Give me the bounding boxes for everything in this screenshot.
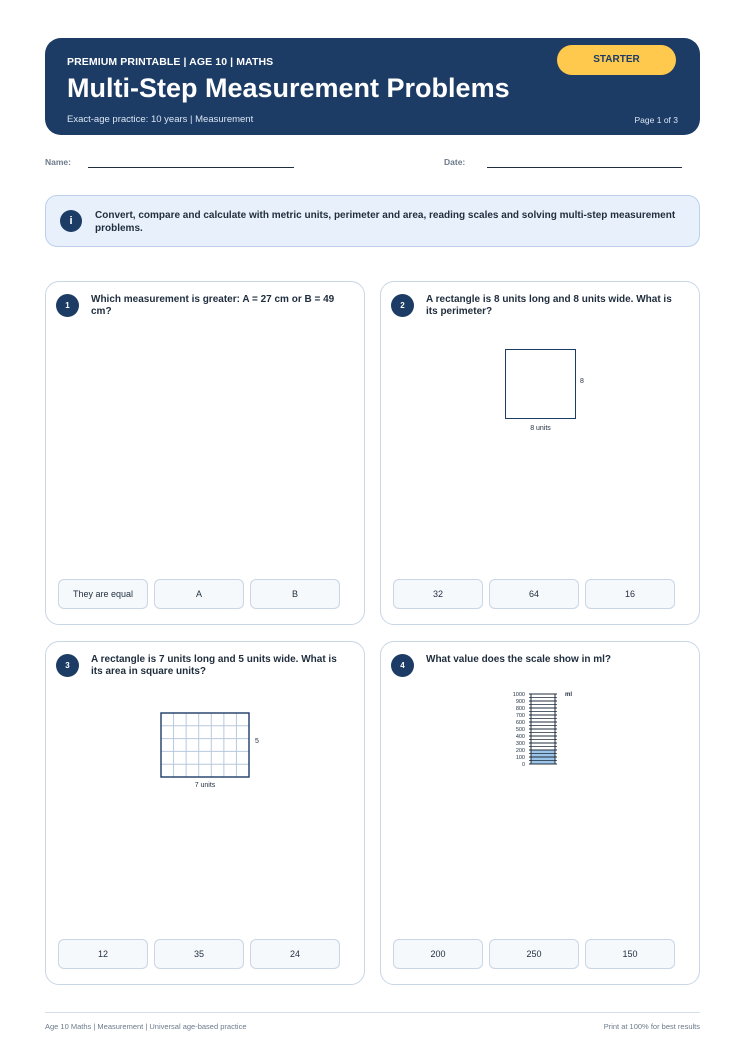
scale-unit-label: ml	[565, 692, 573, 698]
question-text: What value does the scale show in ml?	[426, 654, 612, 665]
answer-option[interactable]: A	[154, 579, 244, 609]
area-grid-figure	[160, 712, 252, 778]
header-subtitle: Exact-age practice: 10 years | Measurement	[67, 114, 254, 125]
answer-option[interactable]: 150	[585, 939, 675, 969]
instructions-text: Convert, compare and calculate with metric units, perimeter and area, reading scales and solving multi-step measurement problems.	[95, 210, 676, 234]
question-text: Which measurement is greater: A = 27 cm or B = 49 cm?	[91, 294, 335, 317]
scale-tick-label: 300	[515, 741, 525, 747]
square-height-label: 8	[580, 378, 584, 385]
question-number: 2	[391, 294, 414, 317]
scale-tick-label: 0	[521, 762, 525, 768]
page-title: Multi-Step Measurement Problems	[67, 73, 510, 103]
answer-options	[393, 579, 676, 609]
grid-outline	[161, 713, 249, 777]
scale-tick-label: 700	[515, 713, 525, 719]
scale-tick-label: 1000	[512, 692, 525, 698]
question-card-4	[380, 641, 700, 985]
answer-option[interactable]: 250	[489, 939, 579, 969]
name-field[interactable]	[88, 167, 294, 168]
answer-option[interactable]: 16	[585, 579, 675, 609]
footer-right-text: Print at 100% for best results	[603, 1022, 700, 1031]
question-card-2	[380, 281, 700, 625]
question-number: 3	[56, 654, 79, 677]
header-banner	[45, 38, 700, 135]
footer-divider	[45, 1012, 700, 1013]
level-badge: STARTER	[557, 45, 676, 75]
answer-options	[58, 939, 341, 969]
name-label: Name:	[45, 157, 71, 167]
answer-option[interactable]: 12	[58, 939, 148, 969]
answer-option[interactable]: 24	[250, 939, 340, 969]
square-width-label: 8 units	[530, 425, 551, 432]
question-number: 4	[391, 654, 414, 677]
question-text: A rectangle is 7 units long and 5 units wide. What is its area in square units?	[91, 654, 337, 677]
date-field[interactable]	[487, 167, 682, 168]
measuring-scale-figure	[499, 690, 579, 776]
page-number: Page 1 of 3	[634, 115, 678, 125]
scale-tick-label: 600	[515, 720, 525, 726]
info-icon: i	[60, 210, 82, 232]
answer-option[interactable]: 32	[393, 579, 483, 609]
square-figure	[505, 349, 576, 419]
answer-option[interactable]: B	[250, 579, 340, 609]
scale-tick-label: 100	[515, 755, 525, 761]
answer-option[interactable]: 35	[154, 939, 244, 969]
answer-option[interactable]: 200	[393, 939, 483, 969]
question-card-1	[45, 281, 365, 625]
scale-tick-label: 900	[515, 699, 525, 705]
answer-options	[58, 579, 341, 609]
scale-tick-label: 500	[515, 727, 525, 733]
question-number: 1	[56, 294, 79, 317]
question-card-3	[45, 641, 365, 985]
instructions-box	[45, 195, 700, 247]
question-text: A rectangle is 8 units long and 8 units wide. What is its perimeter?	[426, 294, 672, 317]
scale-tick-label: 800	[515, 706, 525, 712]
scale-tick-label: 400	[515, 734, 525, 740]
grid-height-label: 5	[255, 738, 259, 745]
header-kicker: PREMIUM PRINTABLE | AGE 10 | MATHS	[67, 56, 274, 68]
scale-tick-label: 200	[515, 748, 525, 754]
answer-option[interactable]: They are equal	[58, 579, 148, 609]
grid-width-label: 7 units	[194, 782, 216, 789]
answer-options	[393, 939, 676, 969]
footer-left-text: Age 10 Maths | Measurement | Universal age-based practice	[45, 1022, 247, 1031]
date-label: Date:	[444, 157, 466, 167]
answer-option[interactable]: 64	[489, 579, 579, 609]
